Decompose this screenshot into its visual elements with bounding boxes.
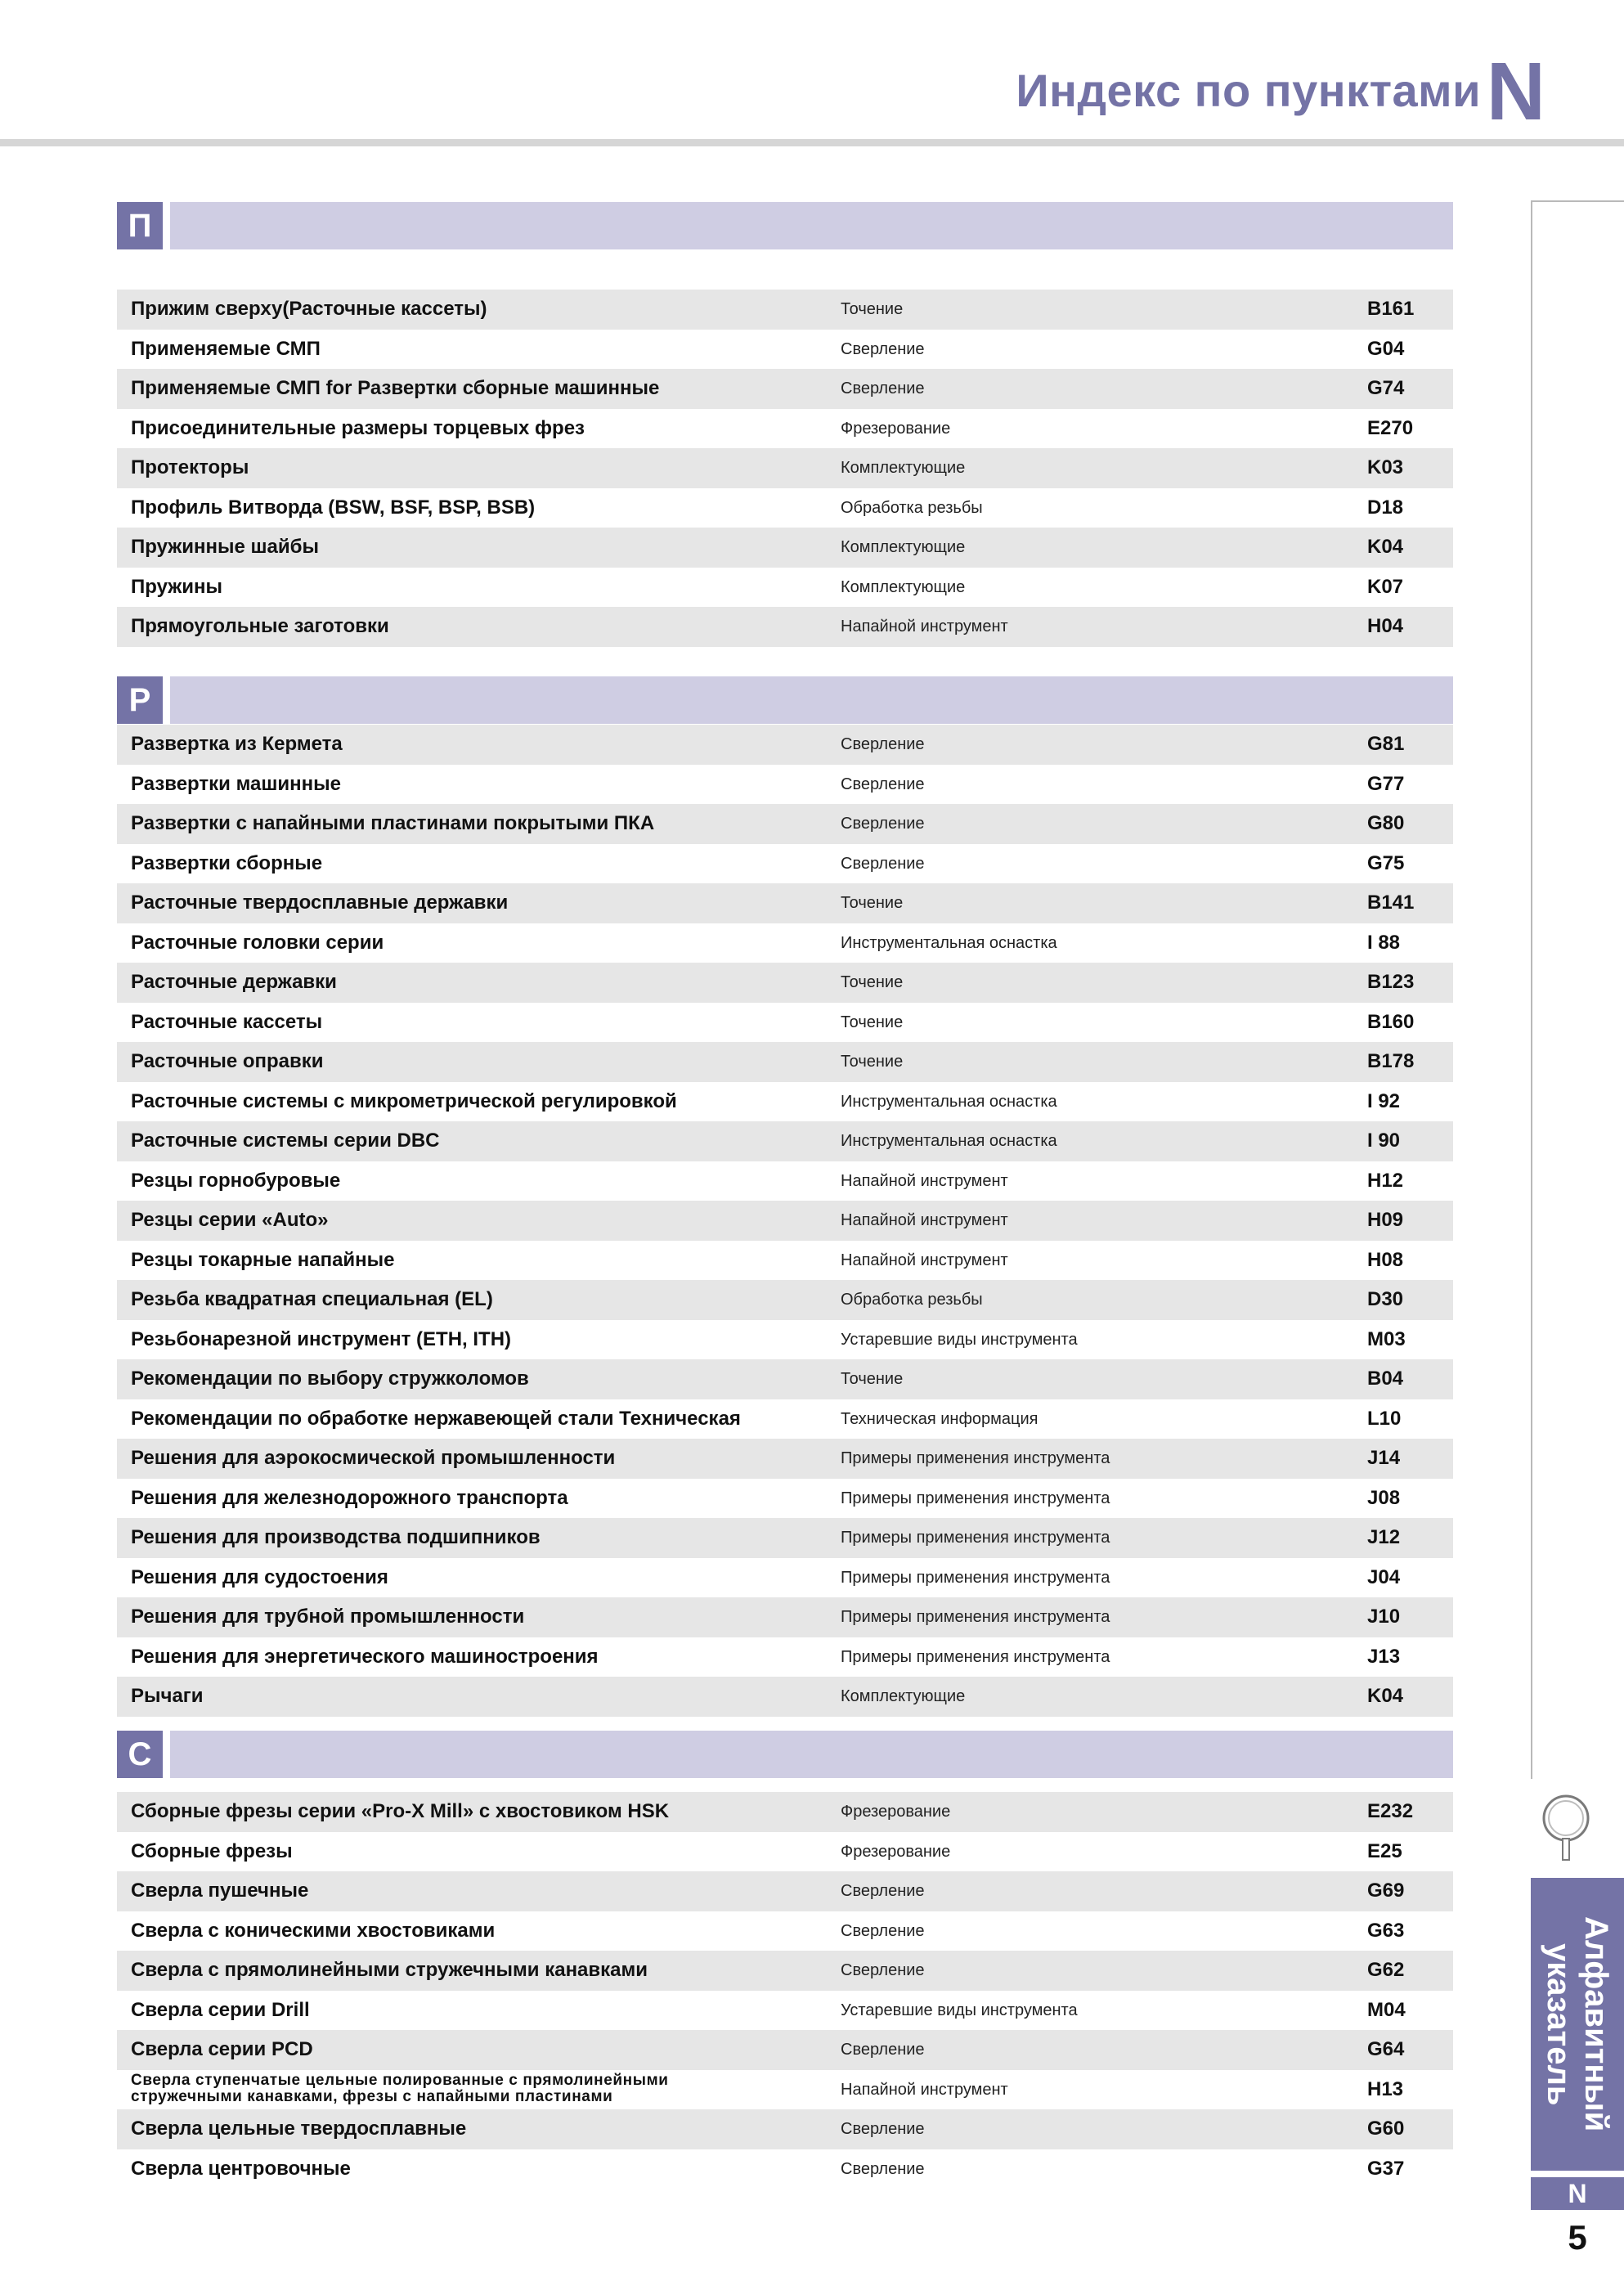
- entry-category: Сверление: [841, 380, 925, 397]
- entry-category: Сверление: [841, 735, 925, 753]
- index-letter: N: [1486, 46, 1545, 137]
- page-title: Индекс по пунктами: [1016, 65, 1481, 116]
- entry-name: Сверла ступенчатые цельные полированные с прямолинейными стружечными канавками, фрезы с напайными пластинами: [131, 2071, 669, 2105]
- entry-category: Сверление: [841, 1882, 925, 1900]
- index-row: [117, 1991, 1453, 2031]
- index-row: [117, 1911, 1453, 1951]
- entry-page-code: L10: [1367, 1407, 1402, 1430]
- index-row: [117, 765, 1453, 805]
- entry-name: Рекомендации по обработке нержавеющей стали Техническая: [131, 1407, 741, 1430]
- index-row: [117, 844, 1453, 884]
- index-row: [117, 330, 1453, 370]
- entry-name: Резьба квадратная специальная (EL): [131, 1288, 493, 1310]
- entry-page-code: D30: [1367, 1288, 1404, 1310]
- index-row: [117, 1201, 1453, 1241]
- index-row: [117, 1003, 1453, 1043]
- index-row: [117, 528, 1453, 568]
- entry-name: Расточные кассеты: [131, 1010, 323, 1033]
- entry-page-code: H13: [1367, 2077, 1404, 2100]
- entry-name: Рекомендации по выбору стружколомов: [131, 1368, 529, 1390]
- entry-category: Инструментальная оснастка: [841, 1092, 1057, 1111]
- entry-category: Сверление: [841, 2159, 925, 2178]
- entry-page-code: M03: [1367, 1327, 1406, 1350]
- entry-category: Комплектующие: [841, 459, 966, 477]
- index-row: [117, 1439, 1453, 1479]
- entry-name: Развертка из Кермета: [131, 733, 343, 755]
- entry-name: Расточные системы серии DBC: [131, 1130, 440, 1152]
- entry-category: Фрезерование: [841, 419, 951, 438]
- entry-category: Обработка резьбы: [841, 498, 983, 517]
- entry-page-code: G60: [1367, 2118, 1405, 2140]
- entry-page-code: G75: [1367, 851, 1405, 874]
- entry-category: Примеры применения инструмента: [841, 1489, 1110, 1507]
- index-row: [117, 2149, 1453, 2189]
- index-row: [117, 2070, 1453, 2110]
- index-row: [117, 1677, 1453, 1717]
- entry-category: Техническая информация: [841, 1409, 1039, 1428]
- index-row: [117, 1359, 1453, 1399]
- entry-page-code: D18: [1367, 496, 1404, 519]
- entry-page-code: J08: [1367, 1486, 1401, 1509]
- entry-page-code: J14: [1367, 1447, 1401, 1469]
- index-row: [117, 1042, 1453, 1082]
- entry-name: Применяемые СМП for Развертки сборные машинные: [131, 377, 660, 399]
- entry-category: Напайной инструмент: [841, 1171, 1008, 1190]
- entry-page-code: H12: [1367, 1169, 1404, 1192]
- entry-category: Напайной инструмент: [841, 618, 1008, 636]
- entries-list: [117, 290, 1453, 647]
- entry-name: Протекторы: [131, 456, 249, 478]
- entry-page-code: I 90: [1367, 1130, 1401, 1152]
- entry-name: Решения для трубной промышленности: [131, 1606, 525, 1628]
- entry-page-code: G80: [1367, 812, 1405, 834]
- entry-page-code: J10: [1367, 1606, 1401, 1628]
- index-row: [117, 1280, 1453, 1320]
- index-row: [117, 409, 1453, 449]
- entry-name: Сборные фрезы: [131, 1839, 293, 1862]
- entry-name: Резцы токарные напайные: [131, 1248, 395, 1271]
- entry-page-code: K03: [1367, 456, 1404, 478]
- entry-category: Точение: [841, 1013, 904, 1031]
- index-row: [117, 568, 1453, 608]
- entry-name: Решения для железнодорожного транспорта: [131, 1486, 568, 1509]
- section-bar: [170, 676, 1453, 724]
- entry-category: Сверление: [841, 1921, 925, 1940]
- entry-category: Напайной инструмент: [841, 1211, 1008, 1229]
- index-row: [117, 725, 1453, 765]
- section-bar: [170, 202, 1453, 249]
- entry-category: Сверление: [841, 1961, 925, 1979]
- entry-name: Решения для энергетического машиностроения: [131, 1645, 599, 1668]
- index-row: [117, 1121, 1453, 1161]
- entry-page-code: K04: [1367, 1685, 1404, 1707]
- index-row: [117, 448, 1453, 488]
- index-row: [117, 1832, 1453, 1872]
- index-row: [117, 1399, 1453, 1439]
- entry-page-code: G64: [1367, 2038, 1405, 2060]
- entry-category: Сверление: [841, 775, 925, 793]
- index-row: [117, 1241, 1453, 1281]
- entry-category: Примеры применения инструмента: [841, 1568, 1110, 1587]
- section-letter: С: [117, 1731, 163, 1778]
- entry-name: Прямоугольные заготовки: [131, 615, 389, 637]
- section-header-r: [117, 676, 1453, 724]
- header-divider: [0, 139, 1624, 146]
- entry-name: Сверла с прямолинейными стружечными канавками: [131, 1959, 648, 1981]
- entry-page-code: B160: [1367, 1010, 1415, 1033]
- entry-name: Сверла серии PCD: [131, 2038, 313, 2060]
- entry-page-code: G04: [1367, 337, 1405, 360]
- entry-page-code: B123: [1367, 971, 1415, 993]
- entry-category: Точение: [841, 300, 904, 318]
- entry-page-code: H09: [1367, 1209, 1404, 1231]
- entries-list: [117, 1792, 1453, 2189]
- entry-name: Расточные державки: [131, 971, 337, 993]
- entry-category: Комплектующие: [841, 1687, 966, 1705]
- index-row: [117, 923, 1453, 963]
- index-row: [117, 1951, 1453, 1991]
- entry-page-code: B161: [1367, 298, 1415, 320]
- entry-category: Сверление: [841, 2041, 925, 2059]
- entry-name: Сборные фрезы серии «Pro-X Mill» с хвостовиком HSK: [131, 1800, 670, 1822]
- entry-category: Напайной инструмент: [841, 1251, 1008, 1269]
- index-row: [117, 883, 1453, 923]
- index-row: [117, 1082, 1453, 1122]
- section-bar: [170, 1731, 1453, 1778]
- entry-category: Инструментальная оснастка: [841, 1132, 1057, 1150]
- entry-name: Решения для производства подшипников: [131, 1526, 541, 1548]
- entry-page-code: G62: [1367, 1959, 1405, 1981]
- entry-page-code: H04: [1367, 615, 1404, 637]
- section-tab-letter[interactable]: N: [1531, 2177, 1624, 2210]
- entry-page-code: K07: [1367, 575, 1404, 598]
- entry-page-code: B04: [1367, 1368, 1404, 1390]
- entry-page-code: K04: [1367, 536, 1404, 558]
- entry-category: Точение: [841, 894, 904, 912]
- entry-page-code: E25: [1367, 1839, 1402, 1862]
- entry-category: Сверление: [841, 339, 925, 358]
- section-header-p: [117, 202, 1453, 249]
- index-row: [117, 1161, 1453, 1201]
- section-header-s: [117, 1731, 1453, 1778]
- entry-page-code: B141: [1367, 892, 1415, 914]
- entry-name: Решения для аэрокосмической промышленности: [131, 1447, 616, 1469]
- index-row: [117, 1479, 1453, 1519]
- section-letter: П: [117, 202, 163, 249]
- section-letter: Р: [117, 676, 163, 724]
- entry-name: Резьбонарезной инструмент (ETH, ITH): [131, 1327, 512, 1350]
- entry-name: Расточные твердосплавные державки: [131, 892, 509, 914]
- entry-category: Точение: [841, 1370, 904, 1388]
- index-row: [117, 804, 1453, 844]
- index-row: [117, 2030, 1453, 2070]
- entry-name: Развертки машинные: [131, 772, 341, 795]
- entry-name: Сверла с коническими хвостовиками: [131, 1919, 496, 1942]
- ring-icon: [1537, 1791, 1595, 1865]
- entry-page-code: G81: [1367, 733, 1405, 755]
- index-row: [117, 290, 1453, 330]
- entry-category: Обработка резьбы: [841, 1291, 983, 1309]
- entry-name: Расточные системы с микрометрической регулировкой: [131, 1089, 677, 1112]
- side-frame: [1531, 200, 1624, 1779]
- entry-category: Фрезерование: [841, 1842, 951, 1861]
- entry-page-code: E232: [1367, 1800, 1414, 1822]
- entry-page-code: E270: [1367, 416, 1414, 439]
- entry-category: Комплектующие: [841, 538, 966, 556]
- index-row: [117, 1637, 1453, 1677]
- index-row: [117, 963, 1453, 1003]
- entry-category: Примеры применения инструмента: [841, 1529, 1110, 1547]
- index-row: [117, 607, 1453, 647]
- entry-category: Инструментальная оснастка: [841, 933, 1057, 952]
- entry-page-code: J12: [1367, 1526, 1401, 1548]
- page-number: 5: [1568, 2218, 1587, 2257]
- entry-category: Сверление: [841, 854, 925, 873]
- entry-category: Напайной инструмент: [841, 2080, 1008, 2099]
- entry-name: Расточные головки серии: [131, 931, 384, 954]
- entry-category: Устаревшие виды инструмента: [841, 2001, 1078, 2019]
- entry-category: Точение: [841, 973, 904, 991]
- entry-name: Присоединительные размеры торцевых фрез: [131, 416, 585, 439]
- entry-page-code: G63: [1367, 1919, 1405, 1942]
- entry-page-code: J13: [1367, 1645, 1401, 1668]
- index-row: [117, 369, 1453, 409]
- entry-name: Рычаги: [131, 1685, 204, 1707]
- entry-name: Развертки сборные: [131, 851, 323, 874]
- entry-name: Резцы серии «Auto»: [131, 1209, 329, 1231]
- entry-name: Сверла центровочные: [131, 2157, 351, 2180]
- entry-name: Пружины: [131, 575, 222, 598]
- entry-category: Устаревшие виды инструмента: [841, 1330, 1078, 1349]
- index-row: [117, 1871, 1453, 1911]
- entry-page-code: G74: [1367, 377, 1405, 399]
- entry-category: Примеры применения инструмента: [841, 1449, 1110, 1467]
- entry-name: Сверла цельные твердосплавные: [131, 2118, 467, 2140]
- entry-name: Применяемые СМП: [131, 337, 321, 360]
- entry-page-code: I 92: [1367, 1089, 1401, 1112]
- index-row: [117, 1597, 1453, 1637]
- entry-name: Сверла серии Drill: [131, 1998, 310, 2021]
- entry-category: Сверление: [841, 815, 925, 833]
- entry-page-code: J04: [1367, 1565, 1401, 1588]
- entry-category: Примеры применения инструмента: [841, 1608, 1110, 1626]
- entry-name: Пружинные шайбы: [131, 536, 319, 558]
- index-row: [117, 2109, 1453, 2149]
- entry-page-code: G37: [1367, 2157, 1405, 2180]
- entry-page-code: G77: [1367, 772, 1405, 795]
- entry-category: Точение: [841, 1053, 904, 1071]
- section-tab-label: Алфавитный указатель: [1541, 1916, 1614, 2132]
- index-row: [117, 1518, 1453, 1558]
- index-row: [117, 488, 1453, 528]
- entry-page-code: M04: [1367, 1998, 1406, 2021]
- index-row: [117, 1558, 1453, 1598]
- entry-name: Решения для судостоения: [131, 1565, 388, 1588]
- entry-name: Развертки с напайными пластинами покрытыми ПКА: [131, 812, 655, 834]
- index-row: [117, 1792, 1453, 1832]
- entry-category: Комплектующие: [841, 577, 966, 596]
- entry-page-code: I 88: [1367, 931, 1401, 954]
- index-row: [117, 1320, 1453, 1360]
- entry-name: Профиль Витворда (BSW, BSF, BSP, BSB): [131, 496, 536, 519]
- entry-page-code: G69: [1367, 1880, 1405, 1902]
- entry-name: Резцы горнобуровые: [131, 1169, 341, 1192]
- entry-name: Сверла пушечные: [131, 1880, 309, 1902]
- entry-category: Примеры применения инструмента: [841, 1647, 1110, 1666]
- entry-category: Фрезерование: [841, 1803, 951, 1821]
- entry-page-code: H08: [1367, 1248, 1404, 1271]
- entry-category: Сверление: [841, 2120, 925, 2138]
- section-tab-alphabetical[interactable]: [1531, 1878, 1624, 2171]
- entry-name: Прижим сверху(Расточные кассеты): [131, 298, 487, 320]
- entry-name: Расточные оправки: [131, 1050, 324, 1072]
- entry-page-code: B178: [1367, 1050, 1415, 1072]
- entries-list: [117, 725, 1453, 1717]
